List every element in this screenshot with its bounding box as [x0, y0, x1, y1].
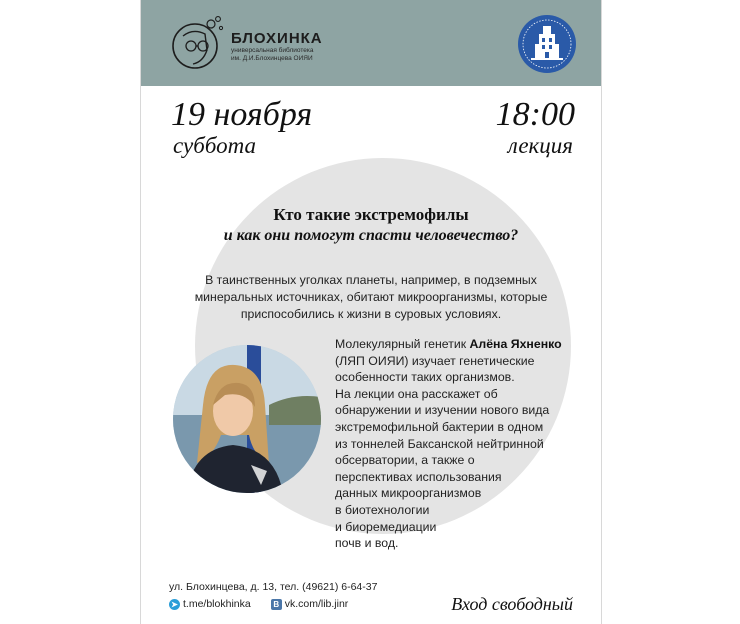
vk-link[interactable]: В vk.com/lib.jinr: [271, 598, 349, 610]
event-weekday: суббота: [173, 133, 256, 158]
social-links: [169, 598, 368, 610]
jinr-building-emblem-icon: [517, 14, 577, 74]
poster-header: [141, 0, 601, 86]
library-subtitle: универсальная библиотека им. Д.И.Блохинцева ОИЯИ: [231, 47, 314, 62]
library-address: ул. Блохинцева, д. 13, тел. (49621) 6-64-37: [169, 581, 378, 593]
lecture-subtitle: и как они помогут спасти человечество?: [223, 227, 519, 244]
lecture-intro: В таинственных уголках планеты, например, в подземных минеральных источниках, обитают микроорганизмы, которые приспособились к жизни в суровых условиях.: [194, 273, 548, 321]
speaker-name: Алёна Яхненко: [469, 337, 562, 351]
vk-icon: В: [271, 599, 282, 610]
lecture-title: Кто такие экстремофилы: [273, 205, 469, 224]
speaker-photo: [173, 345, 321, 493]
blokhinka-logo-icon: [169, 14, 227, 72]
library-name: БЛОХИНКА: [231, 30, 323, 47]
event-time: 18:00: [495, 96, 575, 133]
event-date: 19 ноября: [171, 96, 313, 133]
event-format: лекция: [507, 133, 573, 158]
speaker-photo-image: [173, 345, 321, 493]
telegram-link[interactable]: ➤ t.me/blokhinka: [169, 598, 251, 610]
event-poster: [140, 0, 602, 624]
free-entry: Вход свободный: [451, 594, 573, 614]
telegram-icon: ➤: [169, 599, 180, 610]
speaker-bio: Молекулярный генетик Алёна Яхненко (ЛЯП ОИЯИ) изучает генетические особенности таких организмов. На лекции она расскажет об обнаружении и изучении нового вида экстремофильной бактерии в одном из тоннелей Баксанской нейтринной обсерватории, а также о перспективах использования данных микроорганизмов в биотехнологии и биоремедиации почв и вод.: [335, 337, 562, 551]
